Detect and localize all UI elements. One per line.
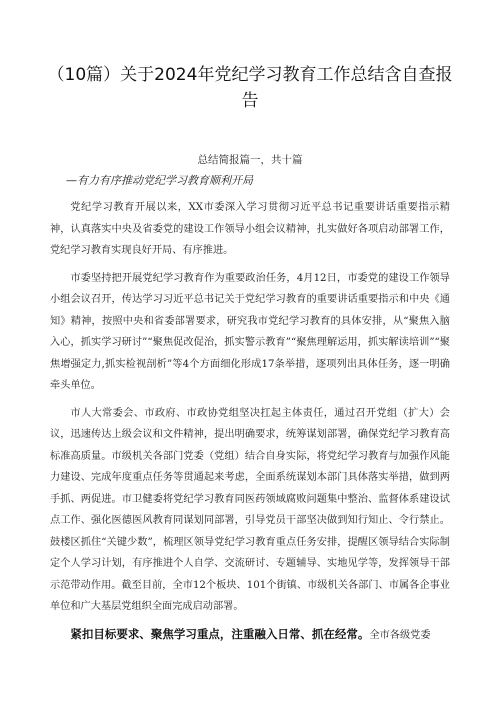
- paragraph-text: 市人大常委会、市政府、市政协党组坚决扛起主体责任，通过召开党组（扩大）会议，迅速传达上级会议和文件精神，提出明确要求，统筹谋划部署，确保党纪学习教育高标准高质量。市级机关各部门党委（党组）结合自身实际，将党纪学习教育与加强作风能力建设、完成年度重点任务等贯通起来考虑，全面系统谋划本部门具体落实举措，做到两手抓、两促进。市卫健委将党纪学习教育同医药领域腐败问题集中整治、监督体系建设试点工作、强化医德医风教育同谋划同部署，引导党员干部坚决做到知行知止、令行禁止。鼓楼区抓住“关键少数”，梳理区领导党纪学习教育重点任务安排，提醒区领导结合实际制定个人学习计划，有序推进个人自学、交流研讨、专题辅导、实地见学等，发挥领导干部示范带动作用。截至目前，全市12个板块、101个街镇、市级机关各部门、市属各企事业单位和广大基层党组织全面完成启动部署。: [50, 407, 450, 612]
- document-body: [50, 197, 450, 646]
- document-title: （10篇）关于2024年党纪学习教育工作总结含自查报告: [47, 65, 453, 111]
- body-paragraph: [50, 624, 450, 647]
- paragraph-text: 党纪学习教育开展以来，XX市委深入学习贯彻习近平总书记重要讲话重要指示精神，认真落实中央及省委党的建设工作领导小组会议精神，扎实做好各项启动部署工作，党纪学习教育实现良好开局、有序推进。: [50, 202, 450, 256]
- body-paragraph: [50, 403, 450, 618]
- section-tagline: —有力有序推动党纪学习教育顺利开局: [66, 174, 253, 187]
- paragraph-text: 市委坚持把开展党纪学习教育作为重要政治任务，4月12日，市委党的建设工作领导小组会议召开，传达学习习近平总书记关于党纪学习教育的重要讲话重要指示和中央《通知》精神，按照中央和省委部署要求，研究我市党纪学习教育的具体安排，从“聚焦入脑入心，抓实学习研讨”“聚焦促改促治，抓实警示教育”“聚焦理解运用，抓实解读培训”“聚焦增强定力,抓实检视剖析”等4个方面细化形成17条举措，逐项列出具体任务，逐一明确牵头单位。: [50, 272, 450, 391]
- paragraph-bold-lead: 紧扣目标要求、聚焦学习重点，注重融入日常、抓在经常。: [70, 626, 370, 641]
- paragraph-text: 全市各级党委: [369, 629, 431, 641]
- section-subhead: 总结简报篇一，共十篇: [197, 154, 303, 166]
- body-paragraph: [50, 197, 450, 262]
- body-paragraph: [50, 268, 450, 397]
